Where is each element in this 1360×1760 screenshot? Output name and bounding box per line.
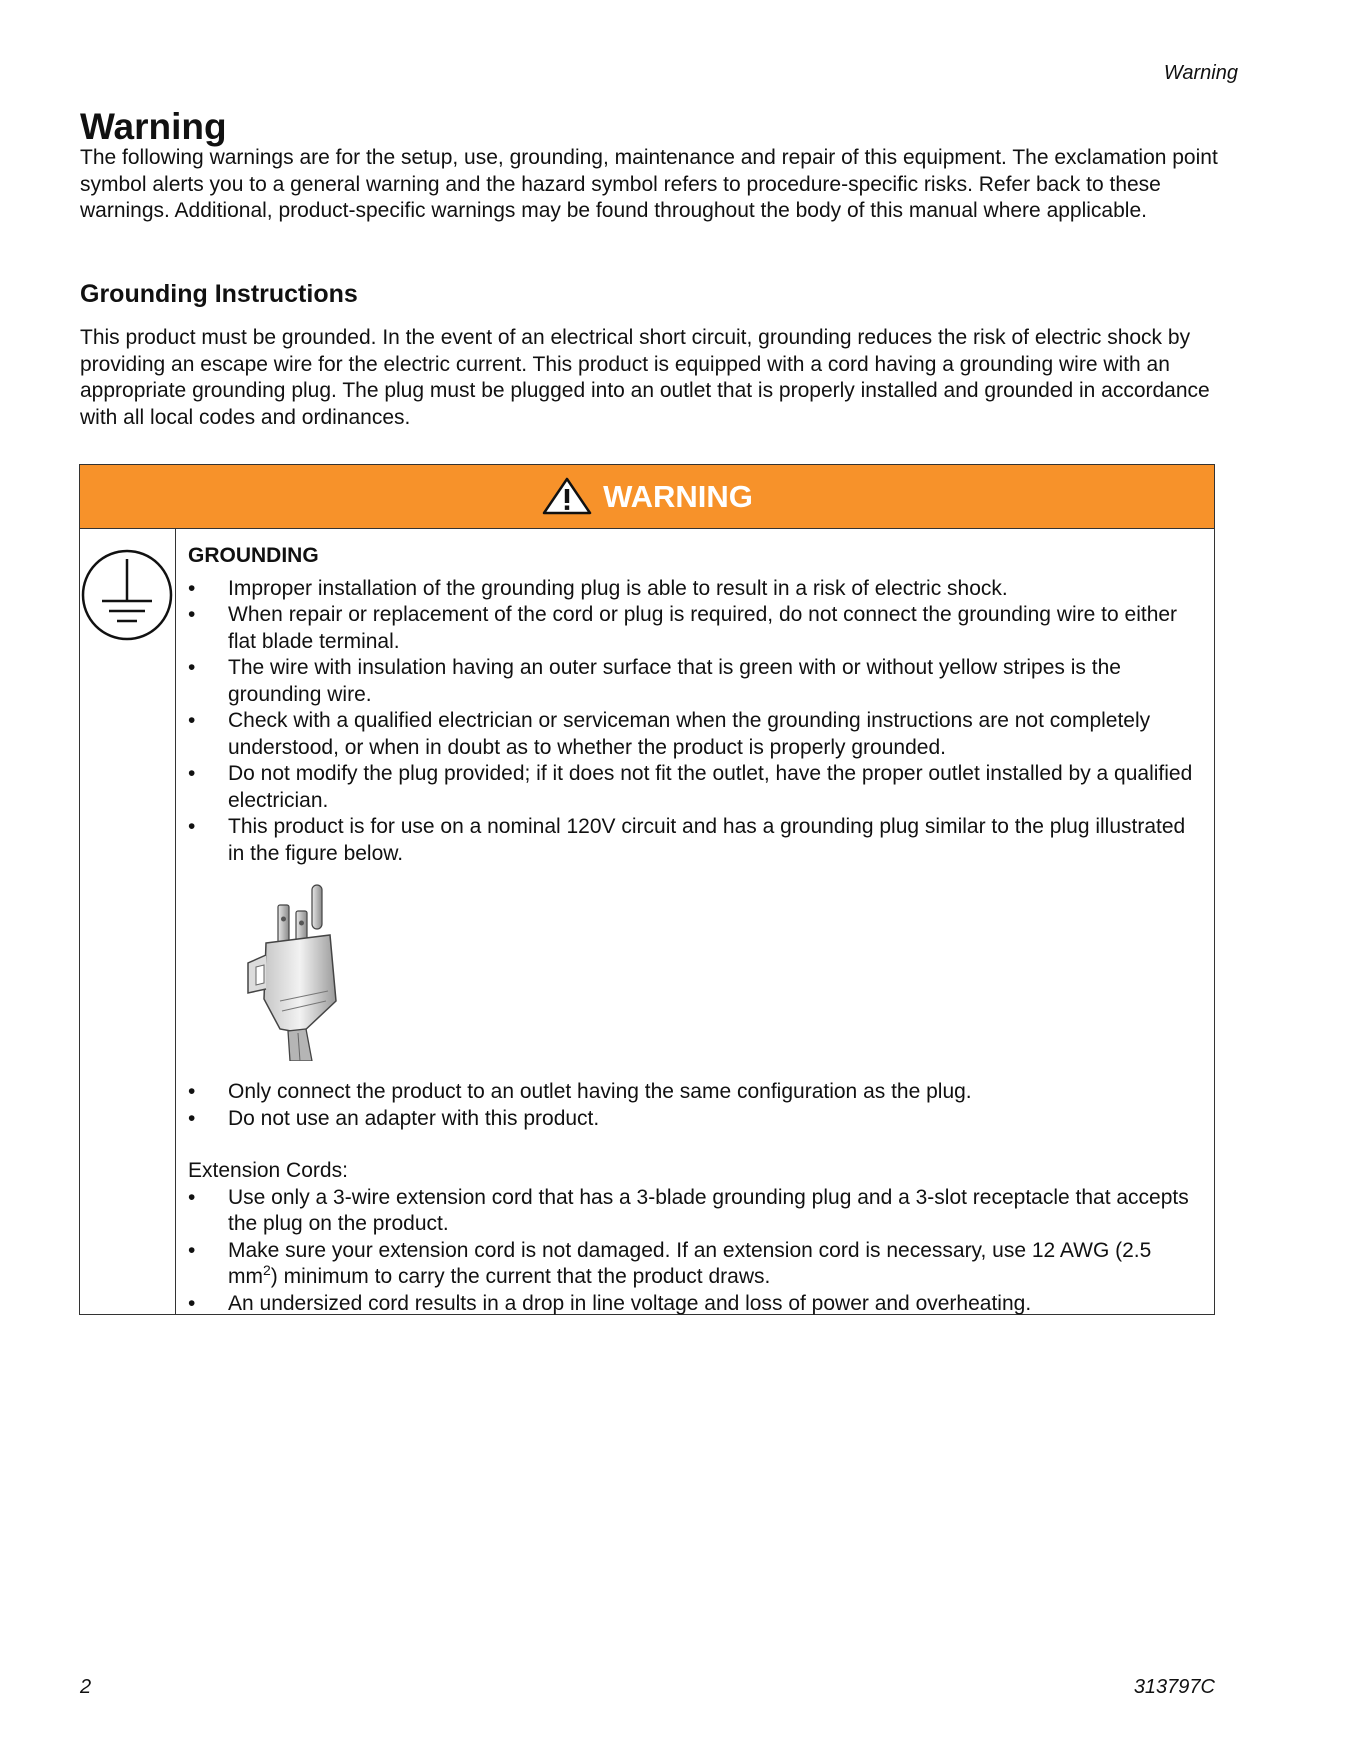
running-head: Warning	[1163, 62, 1238, 84]
intro-paragraph: The following warnings are for the setup, use, grounding, maintenance and repair of this equipment. The exclamation point symbol alerts you to a general warning and the hazard symbol refers to procedure-specific risks. Refer back to these warnings. Additional, product-specific warnings may be found throughout the body of this manual where applicable.	[80, 146, 1218, 222]
grounded-plug-illustration	[240, 883, 350, 1061]
bullet-text: The wire with insulation having an outer surface that is green with or without yellow stripes is the grounding wire.	[228, 656, 1121, 706]
list-item: • Do not use an adapter with this product.	[188, 1106, 600, 1130]
warning-triangle-icon	[541, 476, 593, 516]
bullet-text: An undersized cord results in a drop in line voltage and loss of power and overheating.	[228, 1291, 1032, 1315]
list-item: • Make sure your extension cord is not damaged. If an extension cord is necessary, use 12 AWG (2.5 $mm^2$) minimum to carry the current that the product draws.	[188, 1238, 1152, 1288]
icon-column	[80, 528, 176, 1314]
bullet-text: Do not use an adapter with this product.	[228, 1106, 600, 1130]
list-item: • Check with a qualified electrician or serviceman when the grounding instructions are not completely understood, or when in doubt as to whether the product is properly grounded.	[188, 709, 1151, 759]
grounding-paragraph: This product must be grounded. In the event of an electrical short circuit, grounding reduces the risk of electric shock by providing an escape wire for the electric current. This product is equipped with a cord having a grounding wire with an appropriate grounding plug. The plug must be plugged into an outlet that is properly installed and grounded in accordance with all local codes and ordinances.	[80, 326, 1210, 429]
section-heading: Grounding Instructions	[80, 280, 358, 308]
list-item: • The wire with insulation having an outer surface that is green with or without yellow stripes is the grounding wire.	[188, 656, 1121, 706]
warning-header-label: WARNING	[603, 478, 753, 514]
plug-figure	[240, 883, 1204, 1061]
list-item: • When repair or replacement of the cord or plug is required, do not connect the grounding wire to either flat blade terminal.	[188, 603, 1178, 653]
extension-cords-label: Extension Cords:	[188, 1159, 348, 1182]
bullet-text: Check with a qualified electrician or serviceman when the grounding instructions are not completely understood, or when in doubt as to whether the product is properly grounded.	[228, 709, 1151, 759]
bullet-text: Do not modify the plug provided; if it does not fit the outlet, have the proper outlet installed by a qualified electrician.	[228, 762, 1193, 812]
bullet-text: When repair or replacement of the cord or plug is required, do not connect the grounding wire to either flat blade terminal.	[228, 603, 1178, 653]
bullet-text: Only connect the product to an outlet having the same configuration as the plug.	[228, 1080, 972, 1103]
bullet-text: Improper installation of the grounding plug is able to result in a risk of electric shock.	[228, 576, 1008, 600]
warning-content	[188, 543, 1204, 1317]
protective-earth-ground-icon	[80, 545, 175, 645]
bullet-text: Use only a 3-wire extension cord that has a 3-blade grounding plug and a 3-slot receptacle that accepts the plug on the product.	[228, 1185, 1189, 1235]
bullet-text: Make sure your extension cord is not damaged. If an extension cord is necessary, use 12 AWG (2.5 $mm^2$) minimum to carry the current that the product draws.	[228, 1238, 1152, 1288]
extension-bullet-list	[188, 1185, 1204, 1318]
group-title: GROUNDING	[188, 544, 319, 567]
list-item: • Use only a 3-wire extension cord that has a 3-blade grounding plug and a 3-slot receptacle that accepts the plug on the product.	[188, 1185, 1189, 1235]
warning-box	[79, 464, 1215, 1315]
list-item: • This product is for use on a nominal 120V circuit and has a grounding plug similar to the plug illustrated in the figure below.	[188, 815, 1186, 865]
list-item: • An undersized cord results in a drop in line voltage and loss of power and overheating.	[188, 1291, 1032, 1315]
bullet-text: This product is for use on a nominal 120V circuit and has a grounding plug similar to the plug illustrated in the figure below.	[228, 815, 1186, 865]
warning-header	[80, 465, 1214, 529]
list-item: • Do not modify the plug provided; if it does not fit the outlet, have the proper outlet installed by a qualified electrician.	[188, 762, 1193, 812]
page-number: 2	[80, 1676, 92, 1698]
grounding-bullet-list	[188, 576, 1204, 868]
outlet-bullet-list	[188, 1079, 1204, 1132]
page-title: Warning	[80, 106, 227, 147]
list-item: • Improper installation of the grounding plug is able to result in a risk of electric shock.	[188, 576, 1008, 600]
list-item: • Only connect the product to an outlet having the same configuration as the plug.	[188, 1080, 972, 1103]
document-number: 313797C	[1133, 1676, 1215, 1698]
